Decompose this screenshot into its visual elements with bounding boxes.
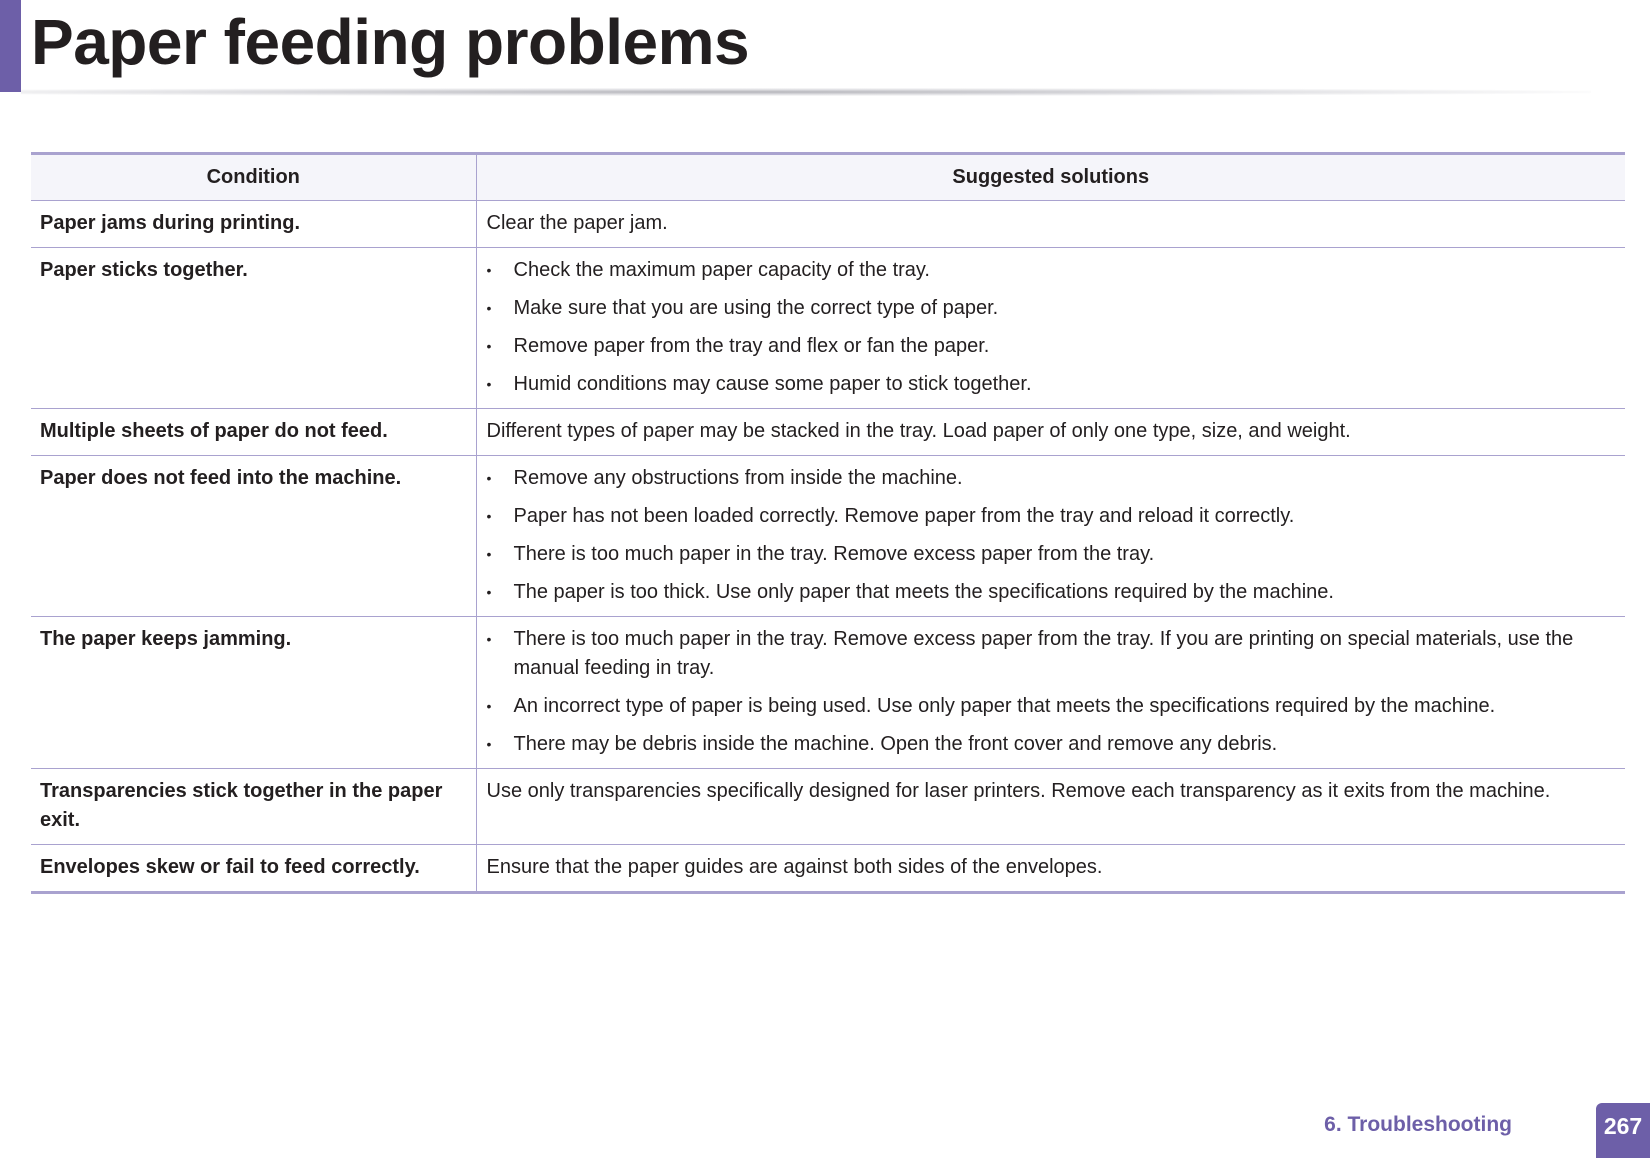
list-item bbox=[487, 578, 1616, 607]
list-item bbox=[487, 294, 1616, 323]
condition-cell: Multiple sheets of paper do not feed. bbox=[31, 409, 476, 456]
header-row bbox=[31, 154, 1625, 201]
table-body bbox=[31, 201, 1625, 893]
table-row bbox=[31, 617, 1625, 769]
list-item bbox=[487, 540, 1616, 569]
solution-cell bbox=[476, 248, 1625, 409]
header-condition: Condition bbox=[31, 154, 476, 201]
list-item bbox=[487, 625, 1616, 683]
list-item-text: Remove any obstructions from inside the machine. bbox=[513, 467, 963, 489]
bullet-icon: • bbox=[486, 338, 492, 354]
table-row bbox=[31, 201, 1625, 248]
list-item-text: Remove paper from the tray and flex or fan the paper. bbox=[513, 335, 990, 357]
table-row bbox=[31, 456, 1625, 617]
list-item-text: There is too much paper in the tray. Remove excess paper from the tray. If you are printing on special materials, use the manual feeding in tray. bbox=[513, 628, 1574, 679]
list-item bbox=[487, 464, 1616, 493]
title-accent-bar bbox=[0, 0, 21, 92]
table-row bbox=[31, 769, 1625, 845]
bullet-icon: • bbox=[486, 262, 492, 278]
condition-cell: Envelopes skew or fail to feed correctly. bbox=[31, 845, 476, 893]
solution-cell: Use only transparencies specifically designed for laser printers. Remove each transparency as it exits from the machine. bbox=[476, 769, 1625, 845]
table-row bbox=[31, 248, 1625, 409]
solution-cell: Ensure that the paper guides are against both sides of the envelopes. bbox=[476, 845, 1625, 893]
list-item-text: There is too much paper in the tray. Remove excess paper from the tray. bbox=[513, 543, 1155, 565]
bullet-icon: • bbox=[486, 300, 492, 316]
list-item bbox=[487, 256, 1616, 285]
condition-cell: Paper jams during printing. bbox=[31, 201, 476, 248]
bullet-icon: • bbox=[486, 698, 492, 714]
solution-cell: Different types of paper may be stacked in the tray. Load paper of only one type, size, and weight. bbox=[476, 409, 1625, 456]
list-item bbox=[487, 370, 1616, 399]
bullet-icon: • bbox=[486, 584, 492, 600]
condition-cell: Paper sticks together. bbox=[31, 248, 476, 409]
condition-cell: Paper does not feed into the machine. bbox=[31, 456, 476, 617]
solution-cell bbox=[476, 617, 1625, 769]
solution-list bbox=[487, 464, 1616, 607]
condition-cell: The paper keeps jamming. bbox=[31, 617, 476, 769]
table-header bbox=[31, 154, 1625, 201]
bullet-icon: • bbox=[486, 470, 492, 486]
list-item bbox=[487, 692, 1616, 721]
list-item bbox=[487, 730, 1616, 759]
list-item-text: Make sure that you are using the correct type of paper. bbox=[513, 297, 999, 319]
bullet-icon: • bbox=[486, 546, 492, 562]
list-item-text: Check the maximum paper capacity of the tray. bbox=[513, 259, 930, 281]
bullet-icon: • bbox=[486, 376, 492, 392]
bullet-icon: • bbox=[486, 631, 492, 647]
table-row bbox=[31, 845, 1625, 893]
solutions-table bbox=[31, 152, 1625, 894]
list-item bbox=[487, 502, 1616, 531]
condition-cell: Transparencies stick together in the paper exit. bbox=[31, 769, 476, 845]
list-item-text: Paper has not been loaded correctly. Remove paper from the tray and reload it correctly. bbox=[513, 505, 1295, 527]
list-item-text: There may be debris inside the machine. Open the front cover and remove any debris. bbox=[513, 733, 1278, 755]
table-row bbox=[31, 409, 1625, 456]
list-item-text: The paper is too thick. Use only paper that meets the specifications required by the machine. bbox=[513, 581, 1334, 603]
solution-list bbox=[487, 625, 1616, 759]
list-item-text: Humid conditions may cause some paper to stick together. bbox=[513, 373, 1032, 395]
solution-cell: Clear the paper jam. bbox=[476, 201, 1625, 248]
title-underline bbox=[21, 88, 1591, 96]
footer-chapter-label: 6. Troubleshooting bbox=[1324, 1113, 1512, 1136]
bullet-icon: • bbox=[486, 508, 492, 524]
page-number-badge: 267 bbox=[1596, 1103, 1650, 1158]
bullet-icon: • bbox=[486, 736, 492, 752]
solution-list bbox=[487, 256, 1616, 399]
header-solutions: Suggested solutions bbox=[476, 154, 1625, 201]
solution-cell bbox=[476, 456, 1625, 617]
list-item bbox=[487, 332, 1616, 361]
page-title: Paper feeding problems bbox=[31, 6, 750, 78]
list-item-text: An incorrect type of paper is being used. Use only paper that meets the specifications required by the machine. bbox=[513, 695, 1496, 717]
